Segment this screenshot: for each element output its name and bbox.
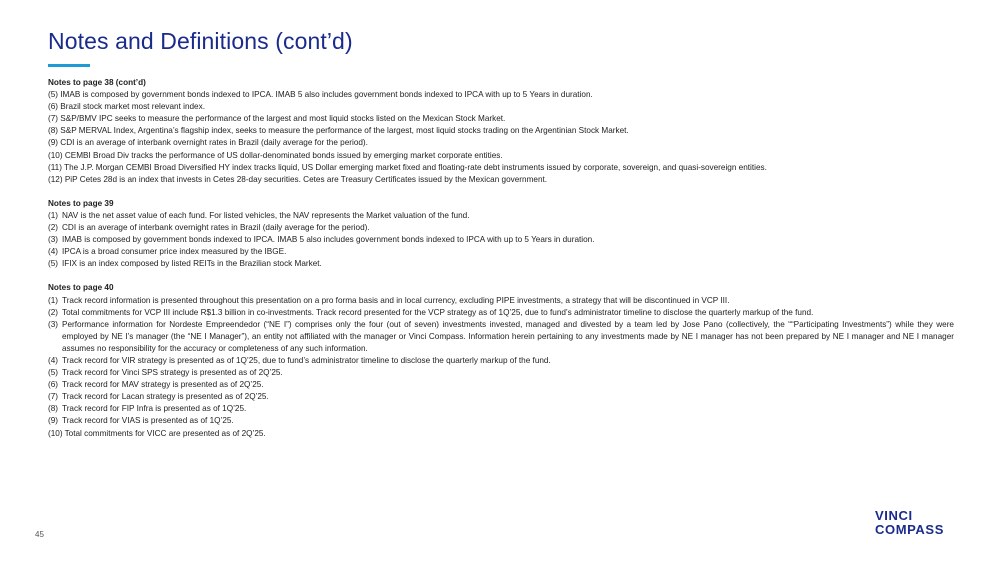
note-item: [48, 367, 954, 379]
note-line: (12) PiP Cetes 28d is an index that invests in Cetes 28-day securities. Cetes are Treasury Certificates issued by the Mexican government.: [48, 174, 548, 184]
note-number: (1): [48, 210, 59, 220]
note-line: (6) Brazil stock market most relevant index.: [48, 102, 205, 112]
note-number: (1): [48, 295, 59, 305]
note-item: [48, 234, 954, 246]
note-text: NAV is the net asset value of each fund. For listed vehicles, the NAV represents the Market valuation of the fund.: [62, 210, 470, 220]
page-number: 45: [35, 530, 44, 539]
vinci-compass-logo: [875, 509, 944, 537]
logo-line-2: COMPASS: [875, 522, 944, 537]
note-text: Track record for FIP Infra is presented as of 1Q’25.: [62, 404, 247, 414]
note-line: (7) S&P/BMV IPC seeks to measure the performance of the largest and most liquid stocks listed on the Mexican Stock Market.: [48, 114, 506, 124]
note-number: (2): [48, 307, 59, 317]
note-text: Track record for VIAS is presented as of 1Q’25.: [62, 416, 234, 426]
note-item: [48, 415, 954, 427]
note-item: [48, 428, 954, 440]
note-item: [48, 319, 954, 355]
page-title: Notes and Definitions (cont’d): [48, 28, 353, 54]
note-text: Track record information is presented throughout this presentation on a pro forma basis and in local currency, excluding PIPE investments, a strategy that will be discontinued in VCP III.: [62, 295, 730, 305]
note-number: (4): [48, 247, 59, 257]
note-text: IMAB is composed by government bonds indexed to IPCA. IMAB 5 also includes government bonds indexed to IPCA with up to 5 Years in duration.: [62, 235, 595, 245]
section-heading: Notes to page 38 (cont’d): [48, 78, 146, 87]
note-text: Track record for VIR strategy is presented as of 1Q’25, due to fund’s administrator timeline to disclose the quarterly markup of the fund.: [62, 355, 551, 365]
note-text: Total commitments for VCP III include R$1.3 billion in co-investments. Track record presented for the VCP strategy as of 1Q’25, due to fund’s administrator timeline to disclose the quarterly markup of the fund.: [62, 307, 814, 317]
note-line: (8) S&P MERVAL Index, Argentina’s flagship index, seeks to measure the performance of the largest, most liquid stocks trading on the Argentinian Stock Market.: [48, 126, 629, 136]
note-text: IPCA is a broad consumer price index measured by the IBGE.: [62, 247, 287, 257]
note-item: [48, 295, 954, 307]
note-number: (3): [48, 319, 59, 329]
notes-content: [48, 77, 954, 452]
note-item: [48, 379, 954, 391]
section-heading: Notes to page 39: [48, 198, 114, 208]
note-item: [48, 403, 954, 415]
note-number: (5): [48, 368, 59, 378]
note-number: (8): [48, 404, 59, 414]
logo-line-1: VINCI: [875, 508, 913, 523]
note-item: [48, 258, 954, 270]
note-line: (9) CDI is an average of interbank overnight rates in Brazil (daily average for the period).: [48, 138, 368, 148]
note-number: (2): [48, 223, 59, 233]
note-text: Track record for MAV strategy is presented as of 2Q’25.: [62, 380, 264, 390]
note-number: (10): [48, 428, 63, 438]
note-item: [48, 391, 954, 403]
notes-section-page-40: [48, 282, 954, 439]
note-text: Track record for Vinci SPS strategy is presented as of 2Q’25.: [62, 368, 283, 378]
section-heading: Notes to page 40: [48, 283, 114, 293]
note-number: (6): [48, 380, 59, 390]
note-line: (10) CEMBI Broad Div tracks the performance of US dollar-denominated bonds issued by emerging market corporate entities.: [48, 150, 503, 160]
note-text: IFIX is an index composed by listed REITs in the Brazilian stock Market.: [62, 259, 322, 269]
note-number: (5): [48, 259, 59, 269]
note-number: (3): [48, 235, 59, 245]
note-item: [48, 246, 954, 258]
note-text: Track record for Lacan strategy is presented as of 2Q’25.: [62, 392, 269, 402]
note-line: (5) IMAB is composed by government bonds indexed to IPCA. IMAB 5 also includes government bonds indexed to IPCA with up to 5 Years in duration.: [48, 90, 593, 100]
note-item: [48, 355, 954, 367]
note-number: (4): [48, 355, 59, 365]
note-item: [48, 210, 954, 222]
note-text: CDI is an average of interbank overnight rates in Brazil (daily average for the period).: [62, 223, 370, 233]
note-item: [48, 222, 954, 234]
note-text: Performance information for Nordeste Empreendedor (“NE I”) comprises only the four (out of seven) investments invested, managed and divested by a team led by Jose Pano (collectively, the ““Participating Investments”) while they were employed by NE I’s manager (the “NE I Manager”), an entity not affiliated with the manager or Vinci Compass. Information herein pertaining to any investments made by NE I manager has not been prepared by NE I manager and NE I manager assumes no responsibility for the accuracy or completeness of any such information.: [62, 319, 954, 353]
note-line: (11) The J.P. Morgan CEMBI Broad Diversified HY index tracks liquid, US Dollar emerging market fixed and floating-rate debt instruments issued by corporate, sovereign, and quasi-sovereign entities.: [48, 162, 767, 172]
note-number: (7): [48, 392, 59, 402]
note-number: (9): [48, 416, 59, 426]
notes-section-page-38: [48, 77, 954, 186]
note-item: [48, 307, 954, 319]
notes-section-page-39: [48, 198, 954, 271]
title-accent-rule: [48, 64, 90, 67]
note-text: Total commitments for VICC are presented as of 2Q’25.: [64, 428, 266, 438]
